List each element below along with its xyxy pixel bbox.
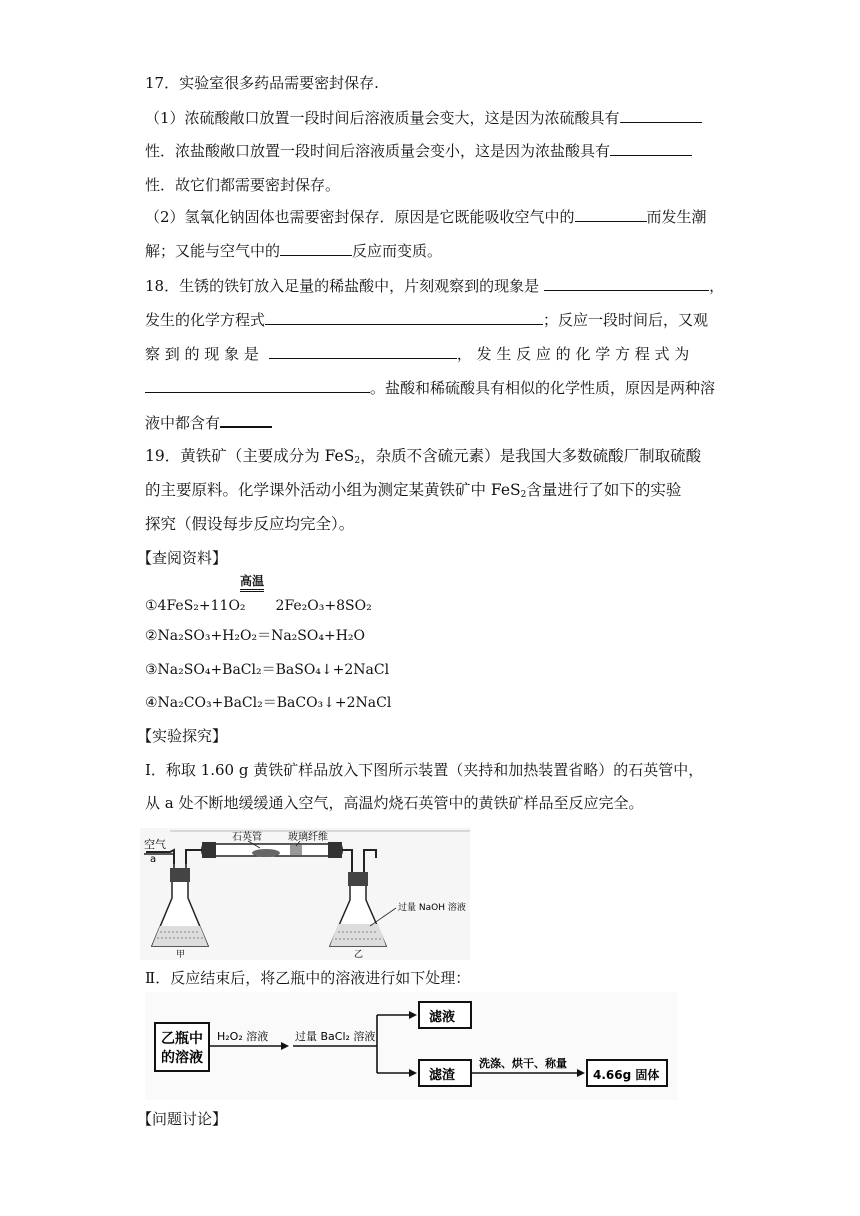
step1-line1: Ⅰ．称取 1.60 g 黄铁矿样品放入下图所示装置（夹持和加热装置省略）的石英管中， xyxy=(145,761,704,779)
apparatus-diagram xyxy=(140,828,470,960)
equation-1-right: 2Fe₂O₃+8SO₂ xyxy=(275,598,372,614)
inlet-a-label: a xyxy=(150,854,157,865)
q18-line4 xyxy=(145,378,715,398)
quartz-label: 石英管 xyxy=(232,832,262,843)
answer-blank[interactable] xyxy=(269,344,457,359)
equation-4: ④Na₂CO₃+BaCl₂＝BaCO₃↓+2NaCl xyxy=(145,695,392,711)
stopper-left xyxy=(170,868,190,882)
q17-part1-line3: 性．故它们都需要密封保存。 xyxy=(145,176,341,194)
q17-part2-text2a: 解；又能与空气中的 xyxy=(145,242,281,260)
section-explore: 【实验探究】 xyxy=(137,727,228,745)
q19-line2: 的主要原料。化学课外活动小组为测定某黄铁矿中 FeS$_2$含量进行了如下的实验 xyxy=(145,481,682,500)
equation-2: ②Na₂SO₃+H₂O₂＝Na₂SO₄+H₂O xyxy=(145,628,366,644)
naoh-label: 过量 NaOH 溶液 xyxy=(398,903,466,913)
result-label: 4.66g 固体 xyxy=(593,1068,660,1082)
q19-line3: 探究（假设每步反应均完全）。 xyxy=(145,515,355,533)
q18-text2a: 发生的化学方程式 xyxy=(145,311,266,329)
start-label-1: 乙瓶中 xyxy=(161,1031,203,1047)
equation-3: ③Na₂SO₄+BaCl₂＝BaSO₄↓+2NaCl xyxy=(145,662,390,678)
answer-blank[interactable] xyxy=(610,141,692,156)
section-discuss: 【问题讨论】 xyxy=(137,1110,228,1128)
step2-line: Ⅱ．反应结束后，将乙瓶中的溶液进行如下处理： xyxy=(145,969,471,987)
q19-text2b: 含量进行了如下的实验 xyxy=(526,481,682,499)
q17-part2-text1a: （2）氢氧化钠固体也需要密封保存．原因是它既能吸收空气中的 xyxy=(145,208,575,226)
q19-text1b: ，杂质不含硫元素）是我国大多数硫酸厂制取硫酸 xyxy=(360,447,702,465)
q18-line1 xyxy=(145,276,724,296)
q18-text2b: ；反应一段时间后，又观 xyxy=(543,311,709,329)
answer-blank[interactable] xyxy=(220,412,272,428)
q17-part2-text2b: 反应而变质。 xyxy=(352,242,443,260)
q17-title: 17．实验室很多药品需要密封保存. xyxy=(145,74,379,92)
answer-blank[interactable] xyxy=(620,108,702,123)
q19-line1: 19．黄铁矿（主要成分为 FeS$_2$，杂质不含硫元素）是我国大多数硫酸厂制取硫酸 xyxy=(145,447,702,466)
q17-part1-line1 xyxy=(145,108,702,128)
q18-line5 xyxy=(145,412,272,433)
q17-part2-line1 xyxy=(145,207,707,227)
answer-blank[interactable] xyxy=(575,207,647,222)
q17-part2-line2 xyxy=(145,241,442,261)
q17-part1-text2: 性．浓盐酸敞口放置一段时间后溶液质量会变小，这是因为浓盐酸具有 xyxy=(145,142,611,160)
q19-text1a: 19．黄铁矿（主要成分为 FeS xyxy=(145,447,355,465)
start-label-2: 的溶液 xyxy=(161,1050,203,1066)
sample xyxy=(252,849,280,857)
q17-part1-line2 xyxy=(145,141,692,161)
reaction-condition: 高温 xyxy=(240,574,264,592)
q18-text3b: ， 发 生 反 应 的 化 学 方 程 式 为 xyxy=(456,345,690,363)
q18-text4: 。盐酸和稀硫酸具有相似的化学性质，原因是两种溶 xyxy=(370,379,716,397)
answer-blank[interactable] xyxy=(544,276,709,291)
q17-part1-text1: （1）浓硫酸敞口放置一段时间后溶液质量会变大，这是因为浓硫酸具有 xyxy=(145,109,620,127)
glass-wool-label: 玻璃纤维 xyxy=(288,832,328,843)
reagent-bacl2: 过量 BaCl₂ 溶液 xyxy=(295,1030,376,1043)
q17-part2-text1b: 而发生潮 xyxy=(646,208,707,226)
q18-line2 xyxy=(145,310,708,330)
section-lookup: 【查阅资料】 xyxy=(137,549,228,567)
flask-jia-label: 甲 xyxy=(176,950,186,960)
air-label: 空气 xyxy=(144,838,166,851)
equation-1-left: ①4FeS₂+11O₂ xyxy=(145,598,246,614)
q18-line3 xyxy=(145,344,689,364)
q18-text1: 18．生锈的铁钉放入足量的稀盐酸中，片刻观察到的现象是 xyxy=(145,277,540,295)
stopper-right xyxy=(348,872,368,886)
q18-text1-end: ， xyxy=(709,277,725,295)
residue-label: 滤渣 xyxy=(429,1068,456,1083)
q18-text3a: 察 到 的 现 象 是 xyxy=(145,345,259,363)
answer-blank[interactable] xyxy=(145,378,370,393)
q19-text2a: 的主要原料。化学课外活动小组为测定某黄铁矿中 FeS xyxy=(145,481,521,499)
answer-blank[interactable] xyxy=(265,310,543,325)
reagent-h2o2: H₂O₂ 溶液 xyxy=(217,1030,269,1043)
filtrate-label: 滤液 xyxy=(429,1010,456,1025)
ops-label: 洗涤、烘干、称量 xyxy=(479,1057,567,1070)
flask-yi-label: 乙 xyxy=(354,950,364,960)
equation-1 xyxy=(145,596,372,616)
step1-line2: 从 a 处不断地缓缓通入空气，高温灼烧石英管中的黄铁矿样品至反应完全。 xyxy=(145,794,644,812)
q18-text5: 液中都含有 xyxy=(145,414,221,432)
answer-blank[interactable] xyxy=(280,241,352,256)
process-flowchart xyxy=(145,992,677,1100)
